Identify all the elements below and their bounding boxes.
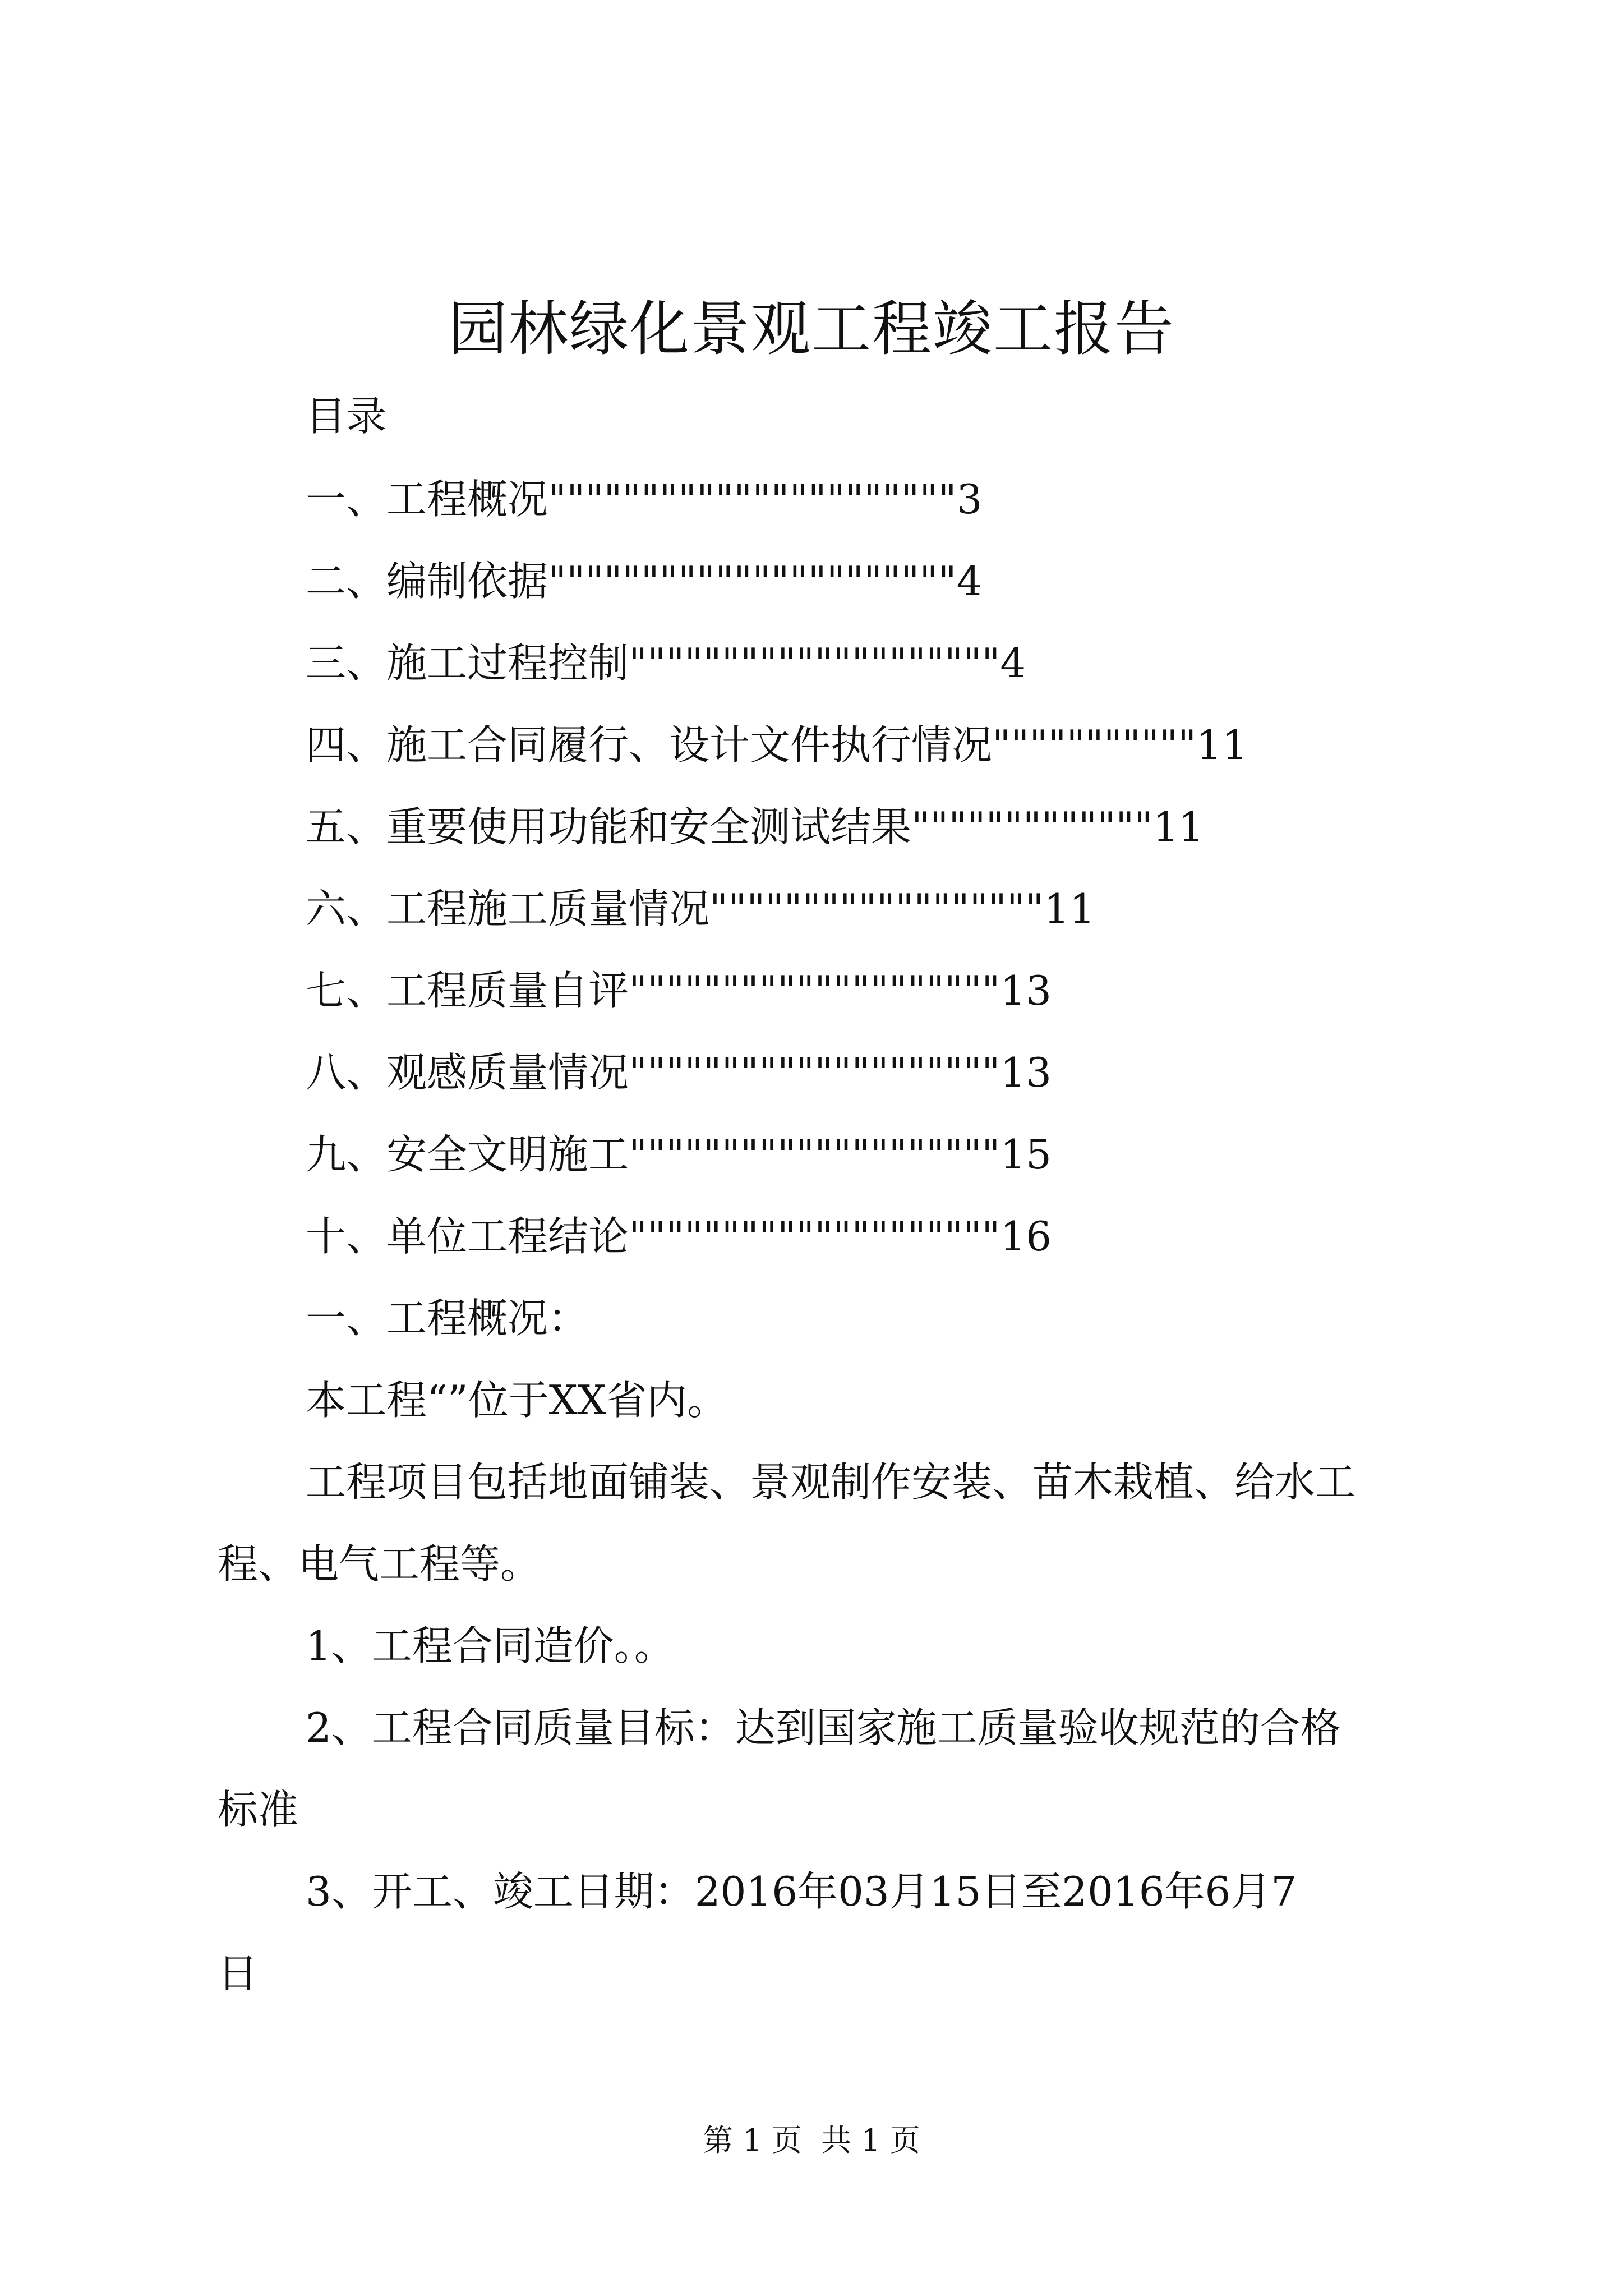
section-heading: 一、工程概况： xyxy=(306,1295,589,1342)
paragraph-scope: 工程项目包括地面铺装、景观制作安装、苗木栽植、给水工 xyxy=(306,1458,1356,1506)
page-number-footer: 第 1 页 共 1 页 xyxy=(703,2123,920,2158)
list-item-quality-target: 2、工程合同质量目标：达到国家施工质量验收规范的合格 xyxy=(306,1704,1341,1751)
toc-item: 七、工程质量自评""""""""""""""""""""13 xyxy=(306,967,1052,1014)
toc-item: 四、施工合同履行、设计文件执行情况"""""""""""11 xyxy=(306,721,1248,769)
toc-item: 二、编制依据""""""""""""""""""""""4 xyxy=(306,558,983,605)
paragraph-scope-continued: 程、电气工程等。 xyxy=(218,1540,541,1588)
list-item-dates: 3、开工、竣工日期：2016年03月15日至2016年6月7 xyxy=(306,1868,1297,1915)
list-item-contract-price: 1、工程合同造价。。 xyxy=(306,1622,675,1669)
toc-heading: 目录 xyxy=(306,393,387,440)
toc-item: 一、工程概况""""""""""""""""""""""3 xyxy=(306,476,983,523)
toc-item: 三、施工过程控制""""""""""""""""""""4 xyxy=(306,639,1026,687)
paragraph-location: 本工程“”位于XX省内。 xyxy=(306,1377,728,1424)
list-item-dates-continued: 日 xyxy=(218,1950,259,1997)
toc-item: 十、单位工程结论""""""""""""""""""""16 xyxy=(306,1213,1052,1260)
toc-item: 六、工程施工质量情况""""""""""""""""""11 xyxy=(306,885,1095,932)
toc-item: 八、观感质量情况""""""""""""""""""""13 xyxy=(306,1049,1052,1096)
toc-item: 九、安全文明施工""""""""""""""""""""15 xyxy=(306,1131,1052,1178)
list-item-quality-target-continued: 标准 xyxy=(218,1786,299,1833)
toc-item: 五、重要使用功能和安全测试结果"""""""""""""11 xyxy=(306,803,1205,850)
document-title: 园林绿化景观工程竣工报告 xyxy=(448,295,1175,364)
